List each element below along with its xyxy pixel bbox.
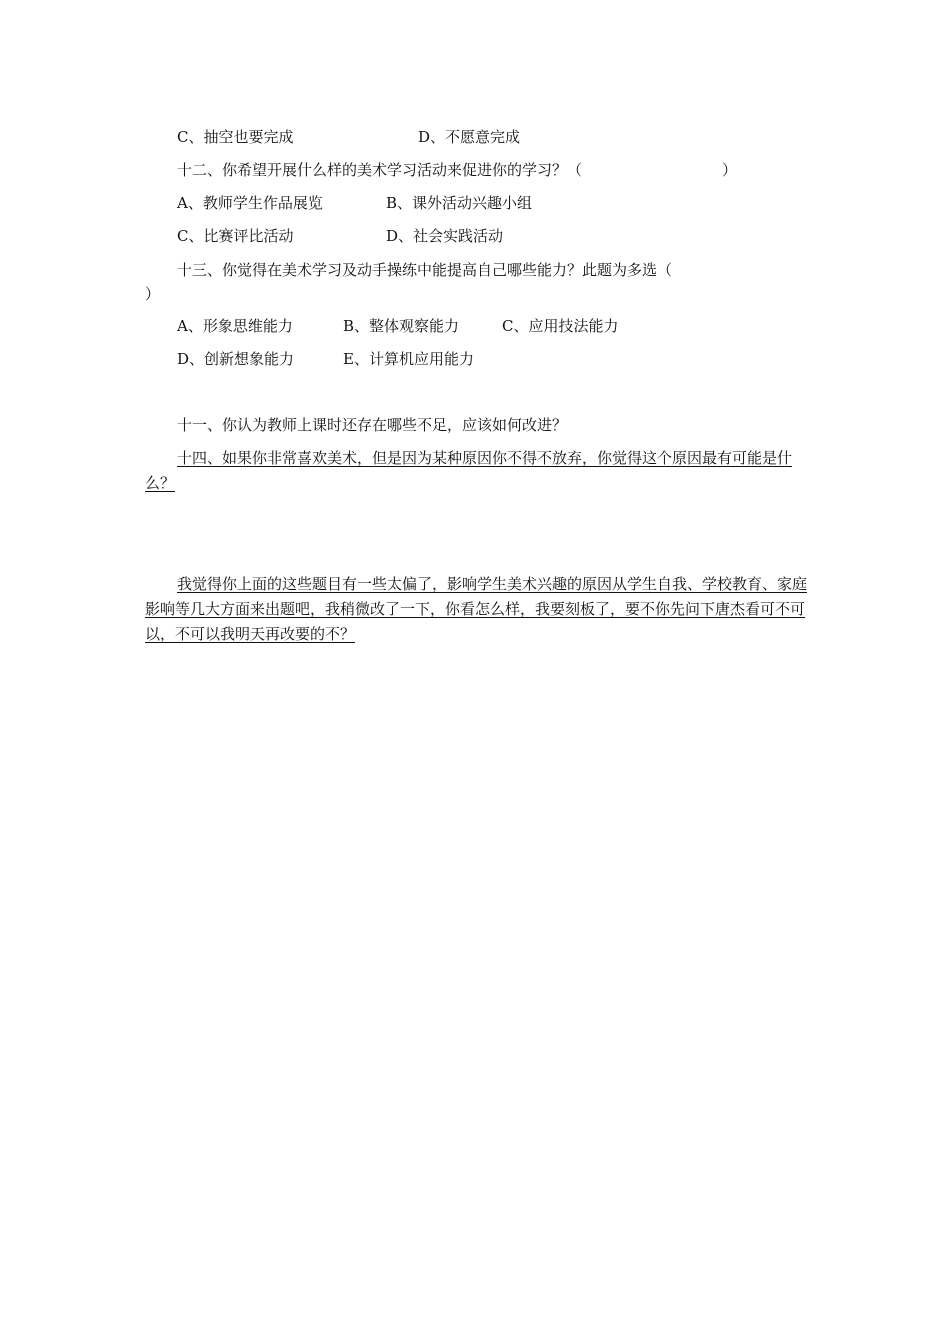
q12-option-c: C、比赛评比活动 xyxy=(177,227,294,245)
q13-option-c: C、应用技法能力 xyxy=(502,317,619,335)
q13-option-a: A、形象思维能力 xyxy=(177,317,293,335)
q13-answer-close: ） xyxy=(145,285,161,303)
q12-question: 十二、你希望开展什么样的美术学习活动来促进你的学习？（ xyxy=(177,161,583,179)
q11-option-c: C、抽空也要完成 xyxy=(177,128,294,146)
q12-option-b: B、课外活动兴趣小组 xyxy=(386,194,533,212)
q13-option-b: B、整体观察能力 xyxy=(343,317,460,335)
q12-option-d: D、社会实践活动 xyxy=(386,227,504,245)
q11-option-d: D、不愿意完成 xyxy=(418,128,521,146)
q13-option-d: D、创新想象能力 xyxy=(177,350,295,368)
q13-question: 十三、你觉得在美术学习及动手操练中能提高自己哪些能力？此题为多选（ xyxy=(177,261,673,279)
q13-option-e: E、计算机应用能力 xyxy=(343,350,474,368)
q14-question: 十四、如果你非常喜欢美术，但是因为某种原因你不得不放弃，你觉得这个原因最有可能是什么？ xyxy=(145,449,793,492)
review-comment: 我觉得你上面的这些题目有一些太偏了，影响学生美术兴趣的原因从学生自我、学校教育、家庭影响等几大方面来出题吧，我稍微改了一下，你看怎么样，我要刻板了，要不你先问下唐杰看可不可以，不可以我明天再改要的不？ xyxy=(145,575,808,643)
q12-option-a: A、教师学生作品展览 xyxy=(177,194,323,212)
q12-answer-close: ） xyxy=(722,161,738,179)
q11-open-question: 十一、你认为教师上课时还存在哪些不足，应该如何改进？ xyxy=(177,416,568,434)
